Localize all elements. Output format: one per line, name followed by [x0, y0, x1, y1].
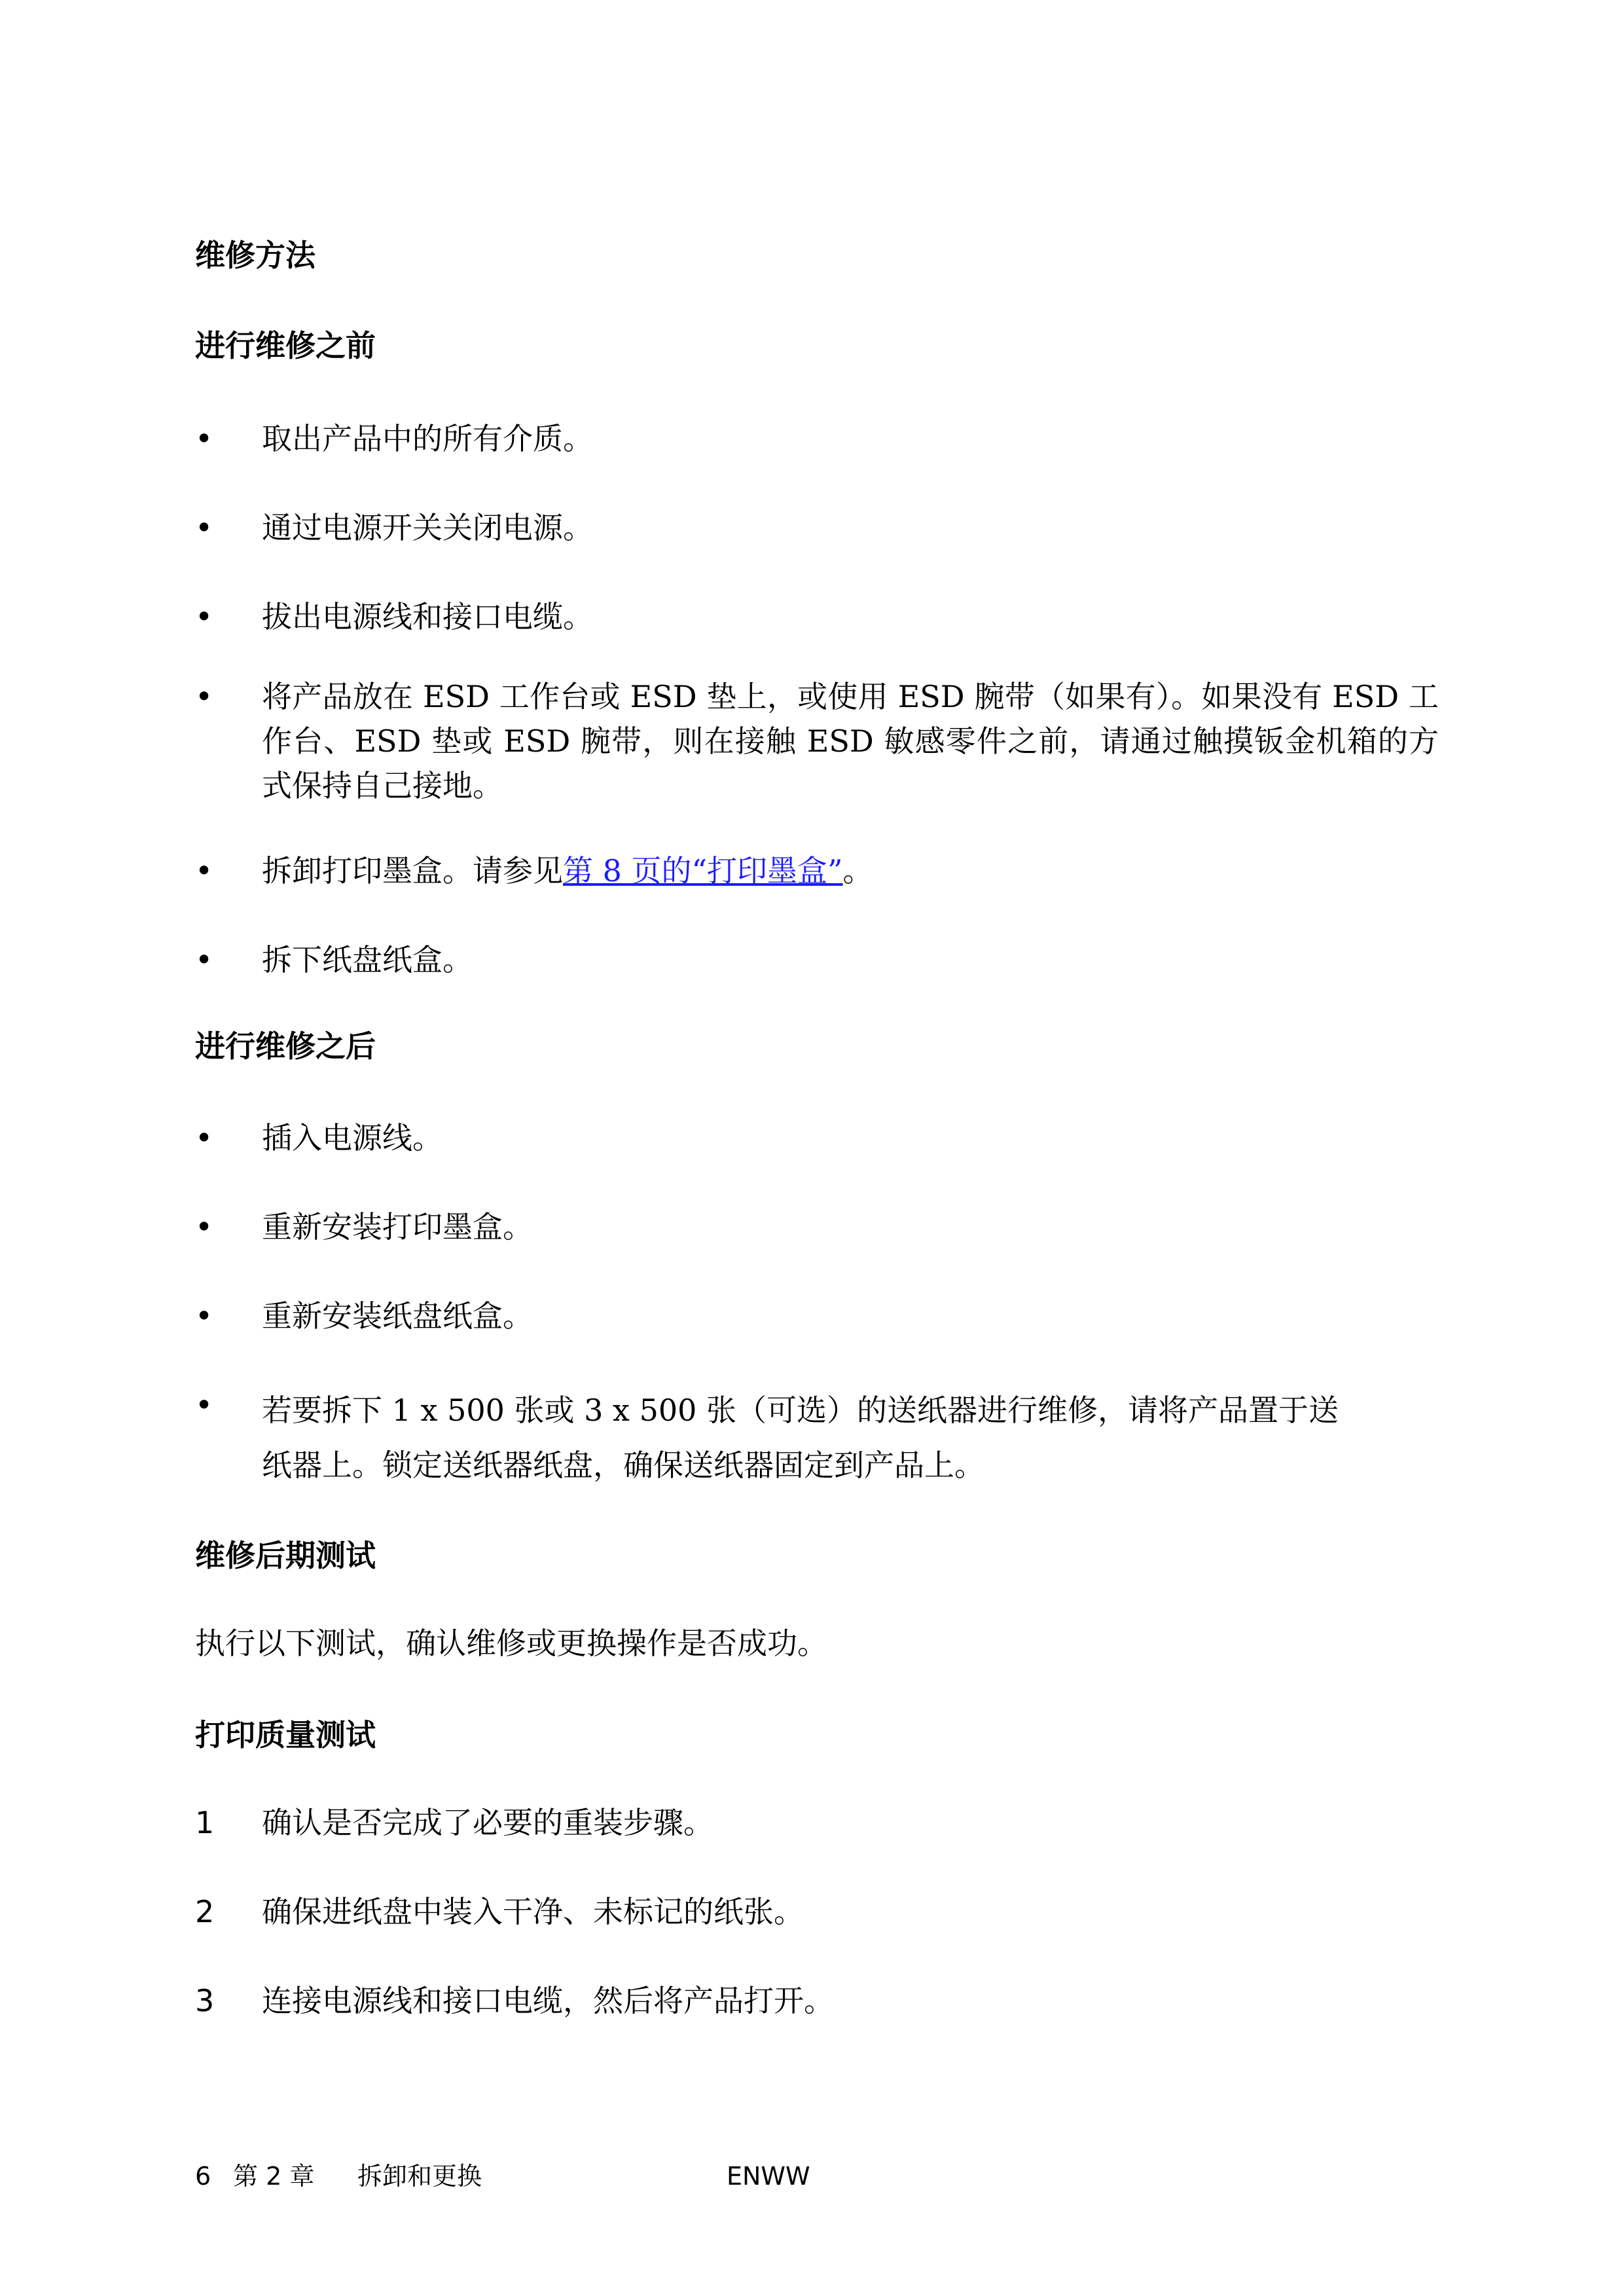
- list-item: • 插入电源线。: [195, 1116, 1439, 1160]
- bullet-icon: •: [195, 599, 213, 634]
- after-service-heading: 进行维修之后: [195, 1029, 376, 1064]
- numbered-step: 1 确认是否完成了必要的重装步骤。: [195, 1805, 713, 1840]
- numbered-step: 3 连接电源线和接口电缆，然后将产品打开。: [195, 1983, 834, 2018]
- list-item: • 重新安装纸盘纸盒。: [195, 1294, 1439, 1338]
- bullet-icon: •: [195, 679, 213, 714]
- list-item: • 取出产品中的所有介质。: [195, 416, 1439, 461]
- footer-doc-code: ENWW: [727, 2162, 810, 2191]
- before-service-heading: 进行维修之前: [195, 328, 376, 363]
- post-service-intro: 执行以下测试，确认维修或更换操作是否成功。: [195, 1626, 827, 1661]
- numbered-step: 2 确保进纸盘中装入干净、未标记的纸张。: [195, 1894, 804, 1929]
- bullet-icon: •: [195, 1209, 213, 1245]
- list-item-cartridge: • 拆卸打印墨盒。请参见第 8 页的“打印墨盒”。: [195, 848, 1439, 893]
- footer-page-number: 6: [195, 2162, 211, 2191]
- print-cartridge-link[interactable]: 第 8 页的“打印墨盒”: [563, 853, 843, 888]
- list-item: • 重新安装打印墨盒。: [195, 1205, 1439, 1249]
- bullet-icon: •: [195, 853, 213, 888]
- bullet-icon: •: [195, 1298, 213, 1334]
- list-item-feeder: • 若要拆下 1 x 500 张或 3 x 500 张（可选）的送纸器进行维修，请将产品置于送 纸器上。锁定送纸器纸盘，确保送纸器固定到产品上。: [195, 1383, 1439, 1487]
- post-service-heading: 维修后期测试: [195, 1538, 376, 1573]
- list-item: • 拆下纸盘纸盒。: [195, 938, 1439, 982]
- bullet-icon: •: [195, 421, 213, 456]
- bullet-icon: •: [195, 1387, 213, 1423]
- print-quality-heading: 打印质量测试: [195, 1717, 376, 1753]
- bullet-icon: •: [195, 942, 213, 977]
- section-title: 维修方法: [195, 238, 316, 273]
- list-item: • 通过电源开关关闭电源。: [195, 505, 1439, 550]
- bullet-icon: •: [195, 510, 213, 545]
- footer-chapter: 第 2 章: [233, 2162, 315, 2191]
- footer-chapter-title: 拆卸和更换: [357, 2162, 482, 2191]
- list-item-esd: • 将产品放在 ESD 工作台或 ESD 垫上，或使用 ESD 腕带（如果有）。如果没有 ESD 工作台、ESD 垫或 ESD 腕带，则在接触 ESD 敏感零件之前，请通过触摸钣金机箱的方式保持自己接地。: [195, 674, 1439, 808]
- bullet-icon: •: [195, 1120, 213, 1156]
- list-item: • 拔出电源线和接口电缆。: [195, 594, 1439, 639]
